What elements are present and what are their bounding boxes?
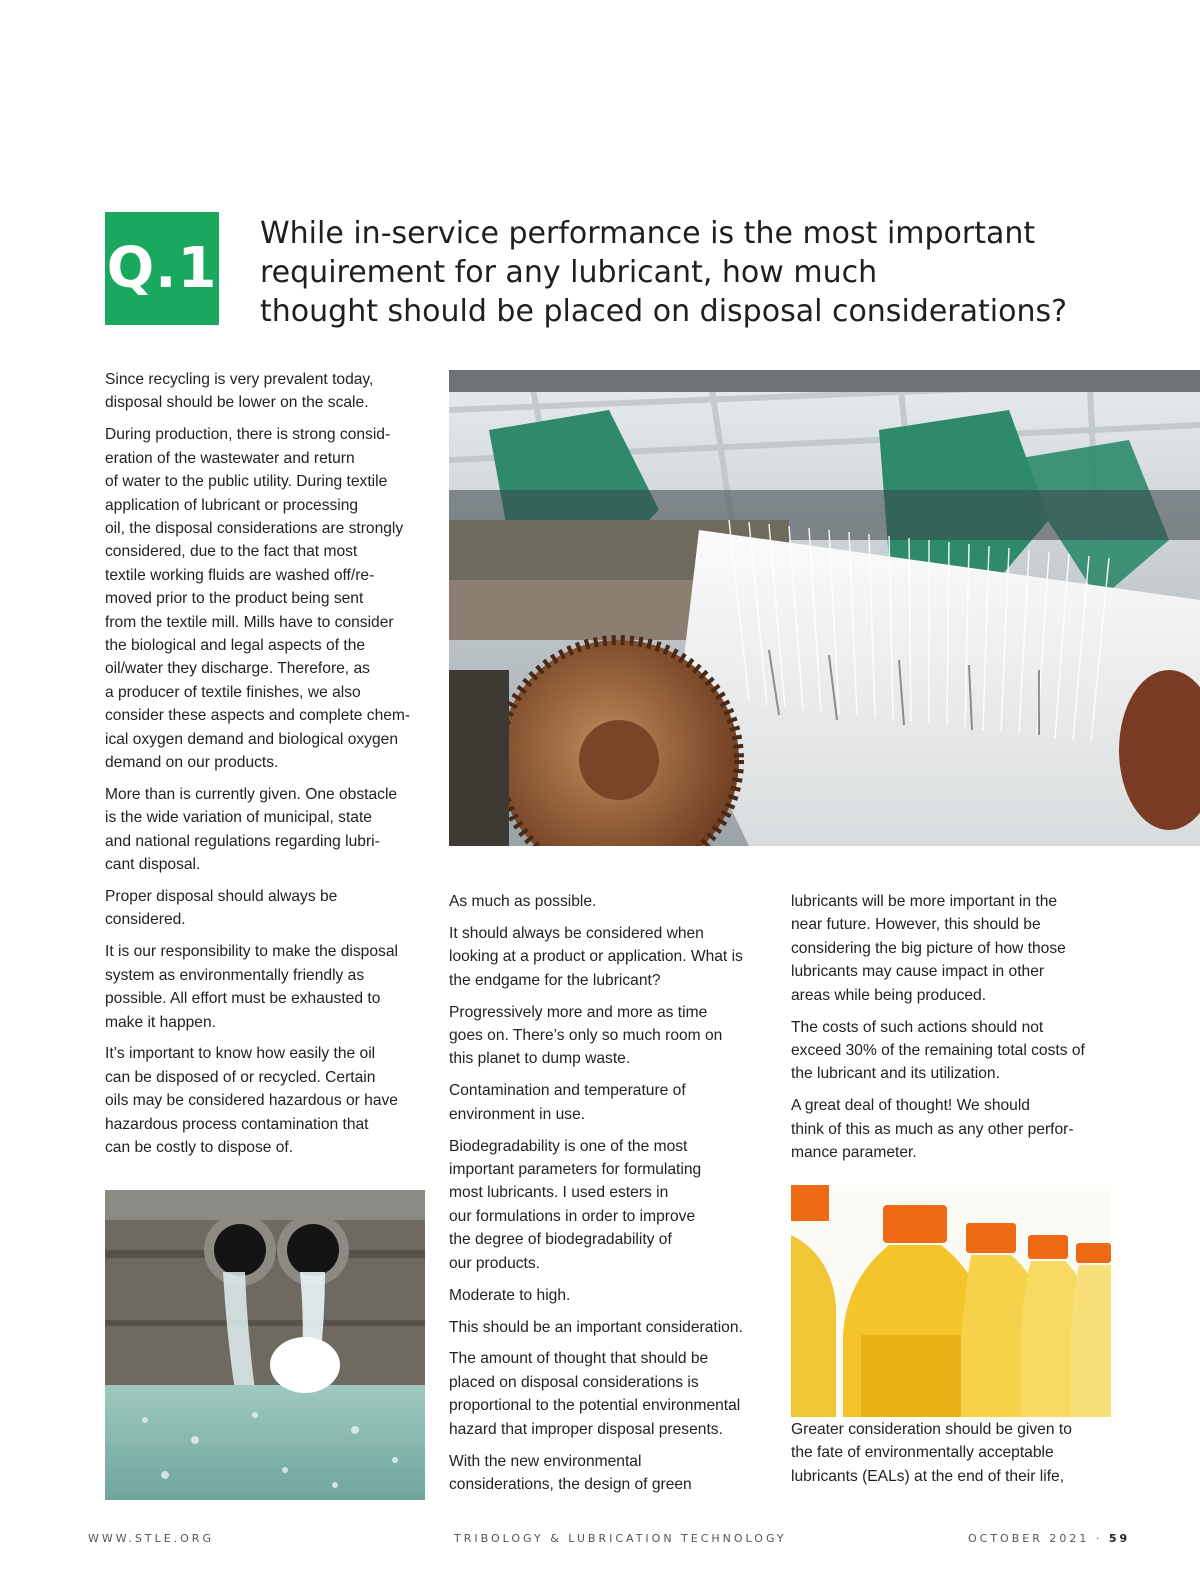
answer-line: near future. However, this should be <box>791 916 1041 934</box>
answer-paragraph <box>791 1094 1121 1164</box>
answer-paragraph <box>105 885 435 932</box>
answer-line: disposal should be lower on the scale. <box>105 394 369 412</box>
answers-column-3 <box>791 890 1121 1173</box>
question-badge: Q.1 <box>105 212 219 325</box>
answer-line: This should be an important consideration. <box>449 1318 743 1336</box>
answer-line: a producer of textile finishes, we also <box>105 683 361 701</box>
answer-line: the biological and legal aspects of the <box>105 636 366 654</box>
answer-line: Moderate to high. <box>449 1286 571 1304</box>
question-line: thought should be placed on disposal considerations? <box>260 294 1068 329</box>
answer-line: the lubricant and its utilization. <box>791 1065 1000 1083</box>
answer-line: As much as possible. <box>449 893 597 910</box>
answer-line: The costs of such actions should not <box>791 1018 1044 1036</box>
answer-line: mance parameter. <box>791 1144 917 1162</box>
answer-line: and national regulations regarding lubri- <box>105 832 380 850</box>
answer-line: from the textile mill. Mills have to consider <box>105 613 394 631</box>
answer-line: Contamination and temperature of <box>449 1082 686 1100</box>
answer-line: More than is currently given. One obstacle <box>105 785 398 803</box>
answer-line: environment in use. <box>449 1105 586 1123</box>
answer-line: It should always be considered when <box>449 924 704 942</box>
answers-column-3-continued <box>791 1418 1121 1497</box>
footer-publication: TRIBOLOGY & LUBRICATION TECHNOLOGY <box>454 1532 787 1545</box>
answer-line: The amount of thought that should be <box>449 1350 709 1368</box>
wastewater-pipes-photo <box>105 1190 425 1500</box>
answer-line: the endgame for the lubricant? <box>449 971 661 989</box>
answer-line: the degree of biodegradability of <box>449 1231 672 1249</box>
footer-issue-page <box>968 1532 1130 1545</box>
answer-line: hazardous process contamination that <box>105 1115 369 1133</box>
answer-line: this planet to dump waste. <box>449 1050 631 1068</box>
footer-separator: · <box>1095 1532 1103 1545</box>
answer-line: lubricants may cause impact in other <box>791 963 1045 981</box>
answer-line: It’s important to know how easily the oil <box>105 1045 376 1063</box>
answer-line: considered, due to the fact that most <box>105 543 358 561</box>
answers-column-2 <box>449 890 779 1505</box>
answer-line: exceed 30% of the remaining total costs of <box>791 1041 1085 1059</box>
answer-line: can be costly to dispose of. <box>105 1139 294 1157</box>
answer-paragraph <box>449 1450 779 1497</box>
answer-line: Proper disposal should always be <box>105 888 338 906</box>
answer-line: lubricants will be more important in the <box>791 893 1058 910</box>
answer-line: During production, there is strong consid- <box>105 426 391 444</box>
answer-line: A great deal of thought! We should <box>791 1097 1030 1115</box>
answer-paragraph <box>449 1079 779 1126</box>
answer-line: eration of the wastewater and return <box>105 449 355 467</box>
answer-line: Progressively more and more as time <box>449 1003 708 1021</box>
answer-line: can be disposed of or recycled. Certain <box>105 1068 376 1086</box>
answer-paragraph <box>449 1135 779 1275</box>
answer-line: possible. All effort must be exhausted to <box>105 990 381 1008</box>
answer-line: textile working fluids are washed off/re- <box>105 566 375 584</box>
page-number: 59 <box>1108 1532 1131 1545</box>
answer-line: Since recycling is very prevalent today, <box>105 371 374 388</box>
answer-line: With the new environmental <box>449 1452 642 1470</box>
answer-paragraph <box>105 783 435 877</box>
answer-paragraph <box>105 423 435 774</box>
answer-paragraph <box>449 1347 779 1441</box>
answer-paragraph <box>791 890 1121 1007</box>
textile-loom-photo <box>449 370 1200 846</box>
answer-line: cant disposal. <box>105 856 201 874</box>
answers-column-1 <box>105 368 435 1168</box>
answer-paragraph <box>105 940 435 1034</box>
answer-line: oil/water they discharge. Therefore, as <box>105 660 370 678</box>
question-heading <box>260 214 1080 331</box>
answer-paragraph <box>105 1042 435 1159</box>
answer-paragraph <box>449 1316 779 1339</box>
answer-paragraph <box>449 1284 779 1307</box>
answer-line: ical oxygen demand and biological oxygen <box>105 730 399 748</box>
answer-line: demand on our products. <box>105 754 279 771</box>
answer-line: considered. <box>105 911 186 929</box>
answer-line: considerations, the design of green <box>449 1475 692 1493</box>
answer-paragraph <box>449 922 779 992</box>
answer-line: areas while being produced. <box>791 986 987 1004</box>
answer-line: application of lubricant or processing <box>105 496 359 514</box>
question-line: requirement for any lubricant, how much <box>260 255 878 290</box>
answer-line: is the wide variation of municipal, state <box>105 809 372 827</box>
answer-paragraph <box>105 368 435 415</box>
answer-line: goes on. There’s only so much room on <box>449 1027 723 1045</box>
answer-line: of water to the public utility. During textile <box>105 473 388 491</box>
answer-line: most lubricants. I used esters in <box>449 1184 669 1202</box>
answer-paragraph <box>449 1001 779 1071</box>
answer-line: our products. <box>449 1254 541 1272</box>
footer-issue: OCTOBER 2021 <box>968 1532 1090 1545</box>
answer-line: consider these aspects and complete chem- <box>105 707 411 725</box>
answer-line: Biodegradability is one of the most <box>449 1137 688 1155</box>
answer-paragraph <box>449 890 779 913</box>
answer-line: think of this as much as any other perfor- <box>791 1120 1074 1138</box>
answer-line: important parameters for formulating <box>449 1161 702 1179</box>
answer-line: system as environmentally friendly as <box>105 966 365 984</box>
answer-line: make it happen. <box>105 1013 216 1031</box>
answer-line: placed on disposal considerations is <box>449 1373 699 1391</box>
answer-line: looking at a product or application. What is <box>449 948 743 966</box>
answer-line: proportional to the potential environmental <box>449 1397 741 1415</box>
answer-line: It is our responsibility to make the disposal <box>105 943 398 961</box>
answer-paragraph <box>791 1016 1121 1086</box>
answer-line: our formulations in order to improve <box>449 1207 696 1225</box>
question-line: While in-service performance is the most important <box>260 216 1036 251</box>
footer-website: WWW.STLE.ORG <box>88 1532 214 1545</box>
answer-line: oil, the disposal considerations are strongly <box>105 519 404 537</box>
answer-line: considering the big picture of how those <box>791 939 1066 957</box>
answer-paragraph <box>791 1418 1121 1488</box>
answer-line: Greater consideration should be given to <box>791 1421 1072 1438</box>
answer-line: the fate of environmentally acceptable <box>791 1444 1054 1462</box>
answer-line: lubricants (EALs) at the end of their life, <box>791 1467 1065 1485</box>
oil-bottles-photo <box>791 1185 1111 1417</box>
answer-line: oils may be considered hazardous or have <box>105 1092 398 1110</box>
answer-line: moved prior to the product being sent <box>105 590 364 608</box>
answer-line: hazard that improper disposal presents. <box>449 1420 723 1438</box>
